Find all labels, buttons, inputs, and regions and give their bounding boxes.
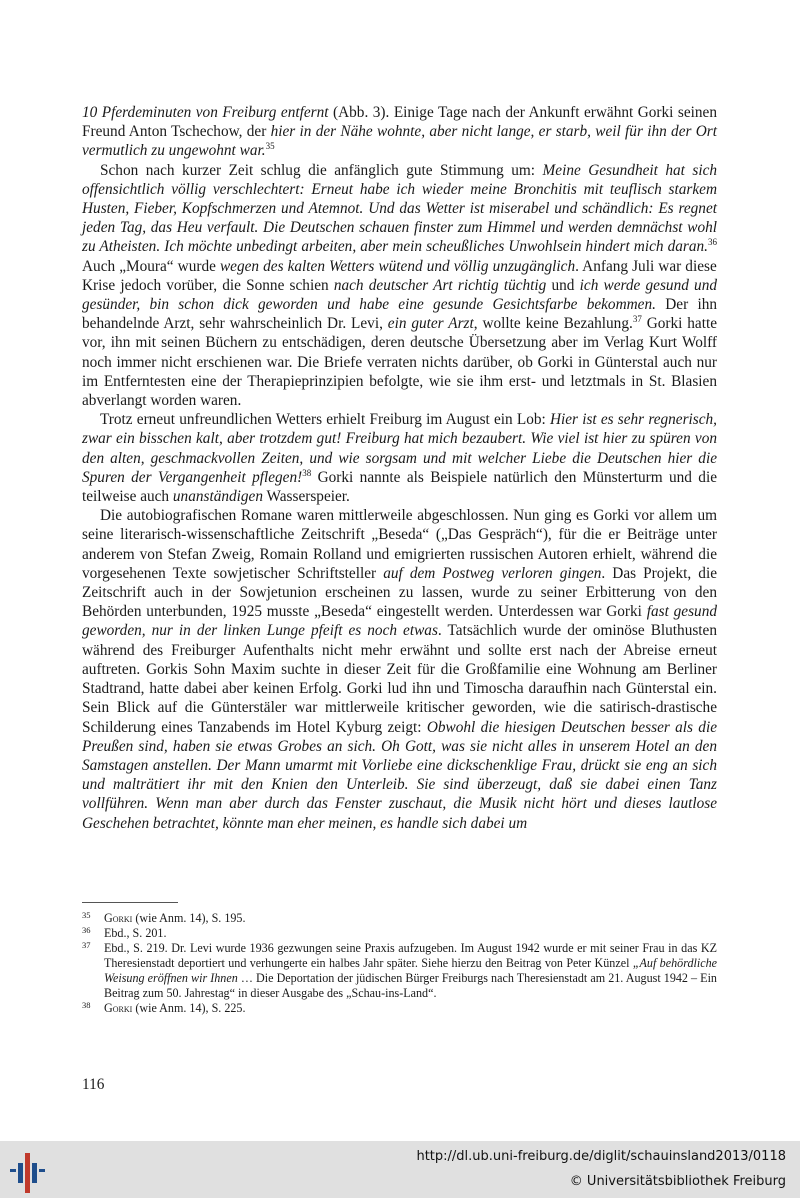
footnote-text: (wie Anm. 14), S. 225. xyxy=(132,1001,246,1015)
footnote-divider xyxy=(82,902,178,903)
footnote-number: 38 xyxy=(82,1000,91,1010)
footnote-number: 35 xyxy=(82,910,91,920)
text-run: Schon nach kurzer Zeit schlug die anfänglich gute Stimmung um: xyxy=(100,161,543,179)
text-run: hier in der Nähe wohnte, aber nicht lange, er starb, weil für ihn der Ort vermutlich zu ungewohnt war. xyxy=(82,123,717,160)
viewer-footer-bar xyxy=(0,1141,800,1198)
text-run: Gorki nannte als Beispiele natürlich den Münsterturm und die teilweise auch xyxy=(82,468,717,506)
footnote-ref: 38 xyxy=(302,467,312,478)
footnote xyxy=(82,1001,717,1016)
paragraph xyxy=(82,161,717,411)
text-run: . Das Projekt, die Zeitschrift auch in der Sowjetunion erscheinen zu lassen, wurde zu seiner Erbitterung von den Behörden unterbunden, 1925 musste „Beseda“ eingestellt werden. Unterdessen war Gorki xyxy=(82,564,717,621)
text-run: Obwohl die hiesigen Deutschen besser als die Preußen sind, haben sie etwas Grobes an sich. Oh Gott, was sie nicht alles in unserem Hotel an den Samstagen anstellen. Der Mann umarmt mit Vorliebe eine dickschenklige Frau, drückt sie eng an sich und malträtiert ihr mit den Knien den Unterleib. Sie sind überzeugt, daß sie dabei einen Tanz vollführen. Wenn man aber durch das Fenster zuschaut, die Musik nicht hört und dieses lautlose Geschehen betrachtet, könnte man eher meinen, es handle sich dabei um xyxy=(82,718,717,832)
footnote-text: Gorki xyxy=(104,911,133,925)
footnote-text: „Auf behördliche Weisung eröffnen wir Ihnen xyxy=(104,956,717,985)
footnote xyxy=(82,911,717,926)
footnotes xyxy=(82,911,717,1016)
text-run: auf dem Postweg verloren gingen xyxy=(383,564,602,582)
text-run: Die autobiografischen Romane waren mittlerweile abgeschlossen. Nun ging es Gorki vor allem um seine literarisch-wissenschaftliche Zeitschrift „Beseda“ („Das Gespräch“), für die er Beiträge unter anderem von Stefan Zweig, Romain Rolland und emigrierten russischen Autoren erhielt, während die vorgesehenen Texte sowjetischer Schriftsteller xyxy=(82,507,717,582)
text-run: Hier ist es sehr regnerisch, zwar ein bisschen kalt, aber trotzdem gut! Freiburg hat mich bezaubert. Wie viel ist hier zu spüren von den alten, geschmackvollen Zeiten, und wie sorgsam und mit welcher Liebe die Deutschen hier die Spuren der Vergangenheit pflegen! xyxy=(82,411,718,486)
footnote xyxy=(82,926,717,941)
text-run: nach deutscher Art richtig tüchtig xyxy=(333,276,547,294)
footnote-text: … Die Deportation der jüdischen Bürger Freiburgs nach Theresienstadt am 21. August 1942 – Ein Beitrag zum 50. Jahrestag“ in dieser Ausgabe des „Schau-ins-Land“. xyxy=(104,971,717,1000)
text-run: und xyxy=(546,276,580,294)
text-run: Gorki hatte vor, ihn mit seinen Büchern zu entschädigen, deren deutsche Übersetzung aber im Verlag Kurt Wolff noch immer nicht erschienen war. Die Briefe verraten nichts darüber, ob Gorki in Günterstal auch nur im Entferntesten eine der Therapieprinzipien befolgte, wie sie ihm erst- und letztmals in St. Blasien abverlangt worden waren. xyxy=(82,315,717,410)
text-run: . Tatsächlich wurde der ominöse Bluthusten während des Freiburger Aufenthalts nicht mehr erwähnt und sollte erst nach der Abreise erneut auftreten. Gorkis Sohn Maxim suchte in dieser Zeit für die Großfamilie eine Wohnung am Berliner Stadtrand, hatte dabei aber keinen Erfolg. Gorki lud ihn und Timoscha daraufhin nach Günterstal ein. Sein Blick auf die Günterstäler war mittlerweile kritischer geworden, wie die satirisch-drastische Schilderung eines Tanzabends im Hotel Kyburg zeigt: xyxy=(82,622,717,736)
paragraph xyxy=(82,410,717,506)
ub-freiburg-logo-icon[interactable] xyxy=(10,1149,50,1193)
text-run: Trotz erneut unfreundlichen Wetters erhielt Freiburg im August ein Lob: xyxy=(100,411,550,429)
text-run: . Anfang Juli war diese Krise jedoch vorüber, die Sonne schien xyxy=(82,257,717,294)
text-run: Auch „Moura“ wurde xyxy=(82,257,220,275)
footnote-text: Gorki xyxy=(104,1001,133,1015)
footnote-text: (wie Anm. 14), S. 195. xyxy=(132,911,246,925)
footnote-number: 37 xyxy=(82,940,91,950)
paragraph xyxy=(82,103,717,161)
body-text xyxy=(82,103,717,833)
text-run: , wollte keine Bezahlung. xyxy=(473,315,633,333)
footnote-ref: 37 xyxy=(632,314,642,325)
footnote-number: 36 xyxy=(82,925,91,935)
text-run: Der ihn behandelnde Arzt, sehr wahrscheinlich Dr. Levi, xyxy=(82,296,717,333)
text-run: Wasserspeier. xyxy=(263,488,350,506)
text-run: Meine Gesundheit hat sich offensichtlich völlig verschlechtert: Erneut habe ich wieder meine Bronchitis mit teuflisch starkem Husten, Fieber, Kopfschmerzen und Atemnot. Und das Wetter ist miserabel und schändlich: Es regnet jeden Tag, das Heu verfault. Die Deutschen schauen finster zum Himmel und werden demnächst wohl zu Atheisten. Ich möchte unbedingt arbeiten, aber mein scheußliches Unwohlsein hindert mich daran. xyxy=(82,161,718,256)
text-run: wegen des kalten Wetters wütend und völlig unzugänglich xyxy=(219,257,576,275)
footnote-text: Ebd., S. 201. xyxy=(104,926,167,940)
footnote-ref: 36 xyxy=(708,237,717,248)
text-run: ein guter Arzt xyxy=(387,315,474,333)
footnote xyxy=(82,941,717,1001)
permalink-url[interactable]: http://dl.ub.uni-freiburg.de/diglit/schauinsland2013/0118 xyxy=(416,1149,786,1164)
text-run: unanständigen xyxy=(172,488,263,506)
copyright-notice: © Universitätsbibliothek Freiburg xyxy=(569,1174,786,1189)
text-run: 10 Pferdeminuten von Freiburg entfernt xyxy=(82,104,329,121)
text-run: (Abb. 3). Einige Tage nach der Ankunft erwähnt Gorki seinen Freund Anton Tschechow, der xyxy=(82,104,717,141)
text-run: fast gesund geworden, nur in der linken Lunge pfeift es noch etwas xyxy=(82,603,717,640)
page-number: 116 xyxy=(82,1076,105,1093)
footnote-ref: 35 xyxy=(265,141,275,152)
text-run: ich werde gesund und gesünder, bin schon dick geworden und habe eine gesunde Gesichtsfarbe bekommen. xyxy=(82,276,718,314)
footnote-text: Ebd., S. 219. Dr. Levi wurde 1936 gezwungen seine Praxis aufzugeben. Im August 1942 wurde er mit seiner Frau in das KZ Theresienstadt deportiert und verhungerte ein halbes Jahr später. Siehe hierzu den Beitrag von Peter Künzel xyxy=(104,941,717,970)
paragraph xyxy=(82,506,717,832)
